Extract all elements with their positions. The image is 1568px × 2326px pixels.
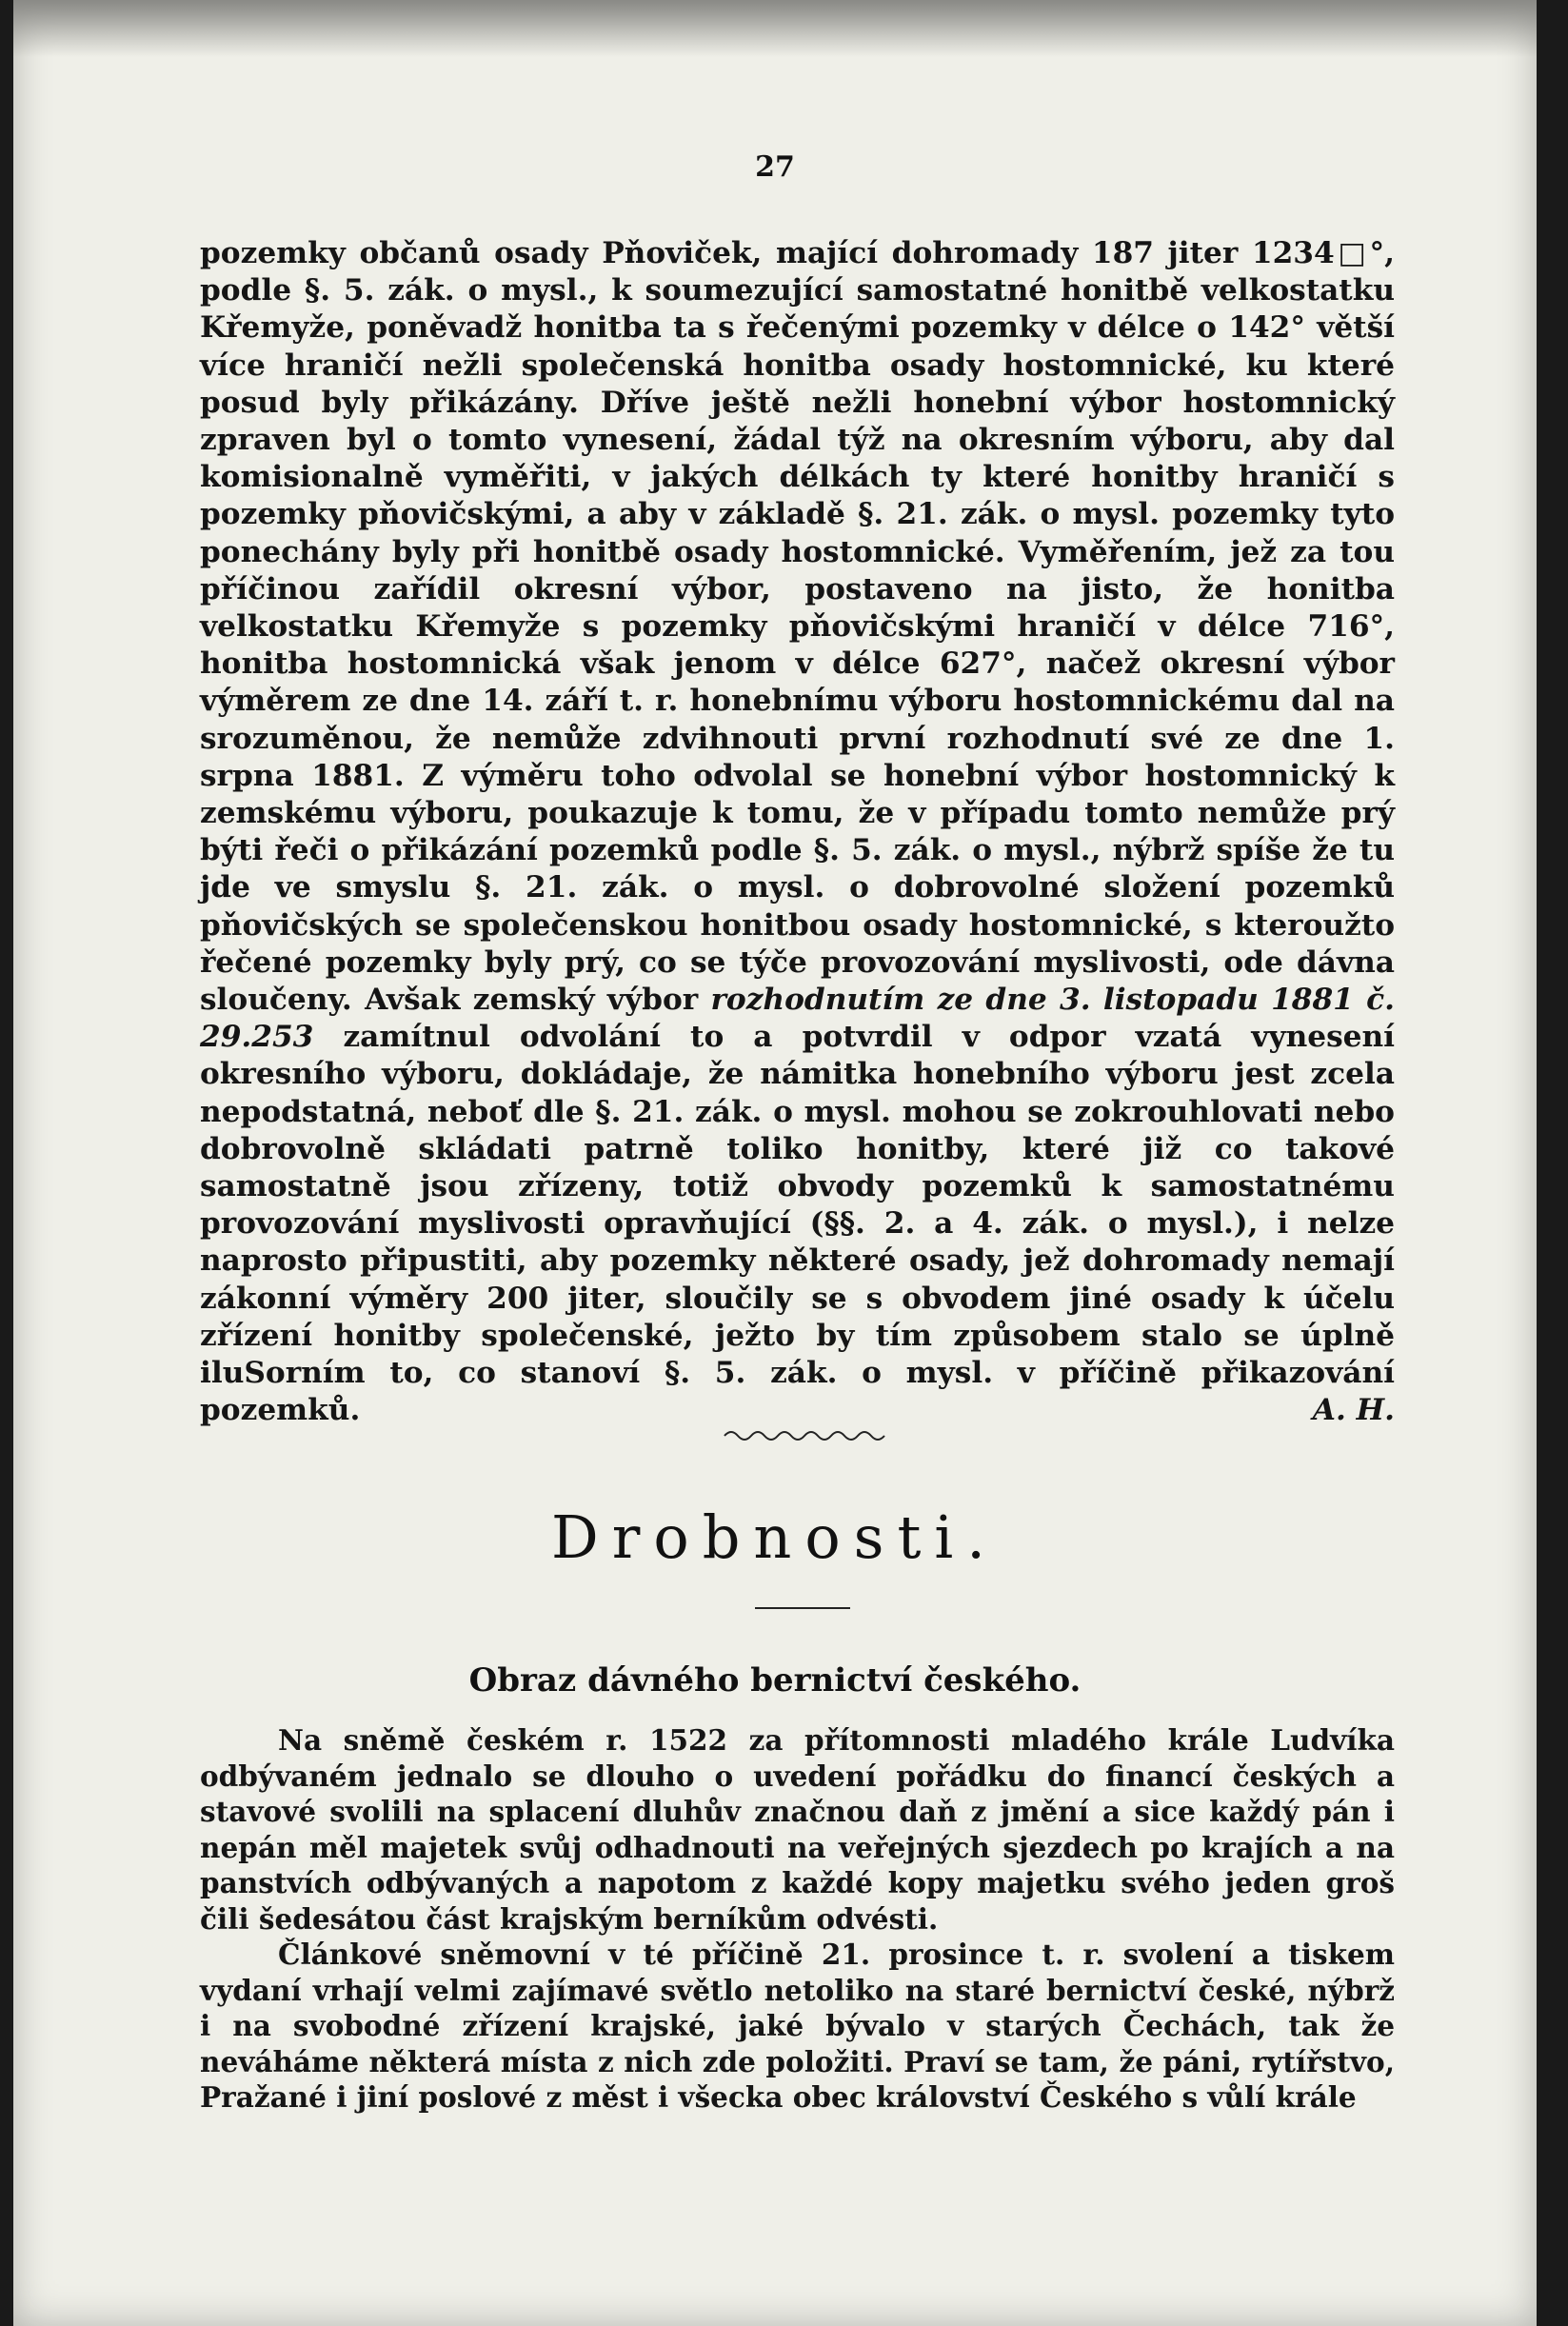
legal-case-paragraph (200, 235, 1395, 1430)
section-rule (755, 1607, 850, 1609)
article-text (200, 1722, 1395, 2116)
author-signature: A. H. (1312, 1393, 1395, 1428)
page-number: 27 (755, 150, 795, 184)
article-title: Obraz dávného bernictví českého. (468, 1661, 1082, 1700)
page-edge-shadow (13, 0, 1537, 57)
case-text-part-2: zamítnul odvolání to a potvrdil v odpor vzatá vynesení okresního výboru, dokládaje, že námitka honebního výboru jest zcela nepodstatná, neboť dle §. 21. zák. o mysl. mohou se zokrouhlovati nebo dobrovolně skládati patrně toliko honitby, které již co takové samostatně jsou zřízeny, totiž obvody pozemků k samostatnému provozování myslivosti opravňující (§§. 2. a 4. zák. o mysl.), i nelze naprosto připustiti, aby pozemky některé osady, jež dohromady nemají zákonní výměry 200 jiter, sloučily se s obvodem jiné osady k účelu zřízení honitby společenské, ježto by tím způsobem stalo se úplně iluSorním to, co stanoví §. 5. zák. o mysl. v příčině přikazování pozemků. (200, 1020, 1396, 1428)
section-title: Drobnosti. (551, 1502, 999, 1572)
wavy-divider-ornament (723, 1428, 894, 1447)
case-text-part-1: pozemky občanů osady Pňoviček, mající dohromady 187 jiter 1234□°, podle §. 5. zák. o mysl., k soumezující samostatné honitbě velkostatku Křemyže, poněvadž honitba ta s řečenými pozemky v délce o 142° větší více hraničí nežli společenská honitba osady hostomnické, ku které posud byly přikázány. Dříve ještě nežli honební výbor hostomnický zpraven byl o tomto vynesení, žádal týž na okresním výboru, aby dal komisionalně vyměřiti, v jakých délkách ty které honitby hraničí s pozemky pňovičskými, a aby v základě §. 21. zák. o mysl. pozemky tyto ponechány byly při honitbě osady hostomnické. Vyměřením, jež za tou příčinou zařídil okresní výbor, postaveno na jisto, že honitba velkostatku Křemyže s pozemky pňovičskými hraničí v délce 716°, honitba hostomnická však jenom v délce 627°, načež okresní výbor výměrem ze dne 14. září t. r. honebnímu výboru hostomnickému dal na srozuměnou, že nemůže zdvihnouti první rozhodnutí své ze dne 1. srpna 1881. Z výměru toho odvolal se honební výbor hostomnický k zemskému výboru, poukazuje k tomu, že v případu tomto nemůže prý býti řeči o přikázání pozemků podle §. 5. zák. o mysl., nýbrž spíše že tu jde ve smyslu §. 21. zák. o mysl. o dobrovolné složení pozemků pňovičských se společenskou honitbou osady hostomnické, s kteroužto řečené pozemky byly prý, co se týče provozování myslivosti, ode dávna sloučeny. Avšak zemský výbor (200, 236, 1395, 1018)
decision-reference: rozhodnutím ze dne 3. listopadu 1881 č. 29.253 (200, 983, 1395, 1055)
article-paragraph-2: Článkové sněmovní v té příčině 21. prosince t. r. svolení a tiskem vydaní vrhají velmi zajímavé světlo netoliko na staré bernictví české, nýbrž i na svobodné zřízení krajské, jaké bývalo v starých Čechách, tak že neváháme některá místa z nich zde položiti. Praví se tam, že páni, rytířstvo, Pražané i jiní poslové z měst i všecka obec království Českého s vůlí krále (200, 1938, 1395, 2114)
legal-case-text (200, 235, 1395, 1430)
article-paragraph-1: Na sněmě českém r. 1522 za přítomnosti mladého krále Ludvíka odbývaném jednalo se dlouho o uvedení pořádku do financí českých a stavové svolili na splacení dluhův značnou daň z jmění a sice každý pán i nepán měl majetek svůj odhadnouti na veřejných sjezdech po krajích a na panstvích odbývaných a napotom z každé kopy majetku svého jeden groš čili šedesátou část krajským berníkům odvésti. (200, 1723, 1395, 1936)
scanned-page (13, 0, 1537, 2326)
